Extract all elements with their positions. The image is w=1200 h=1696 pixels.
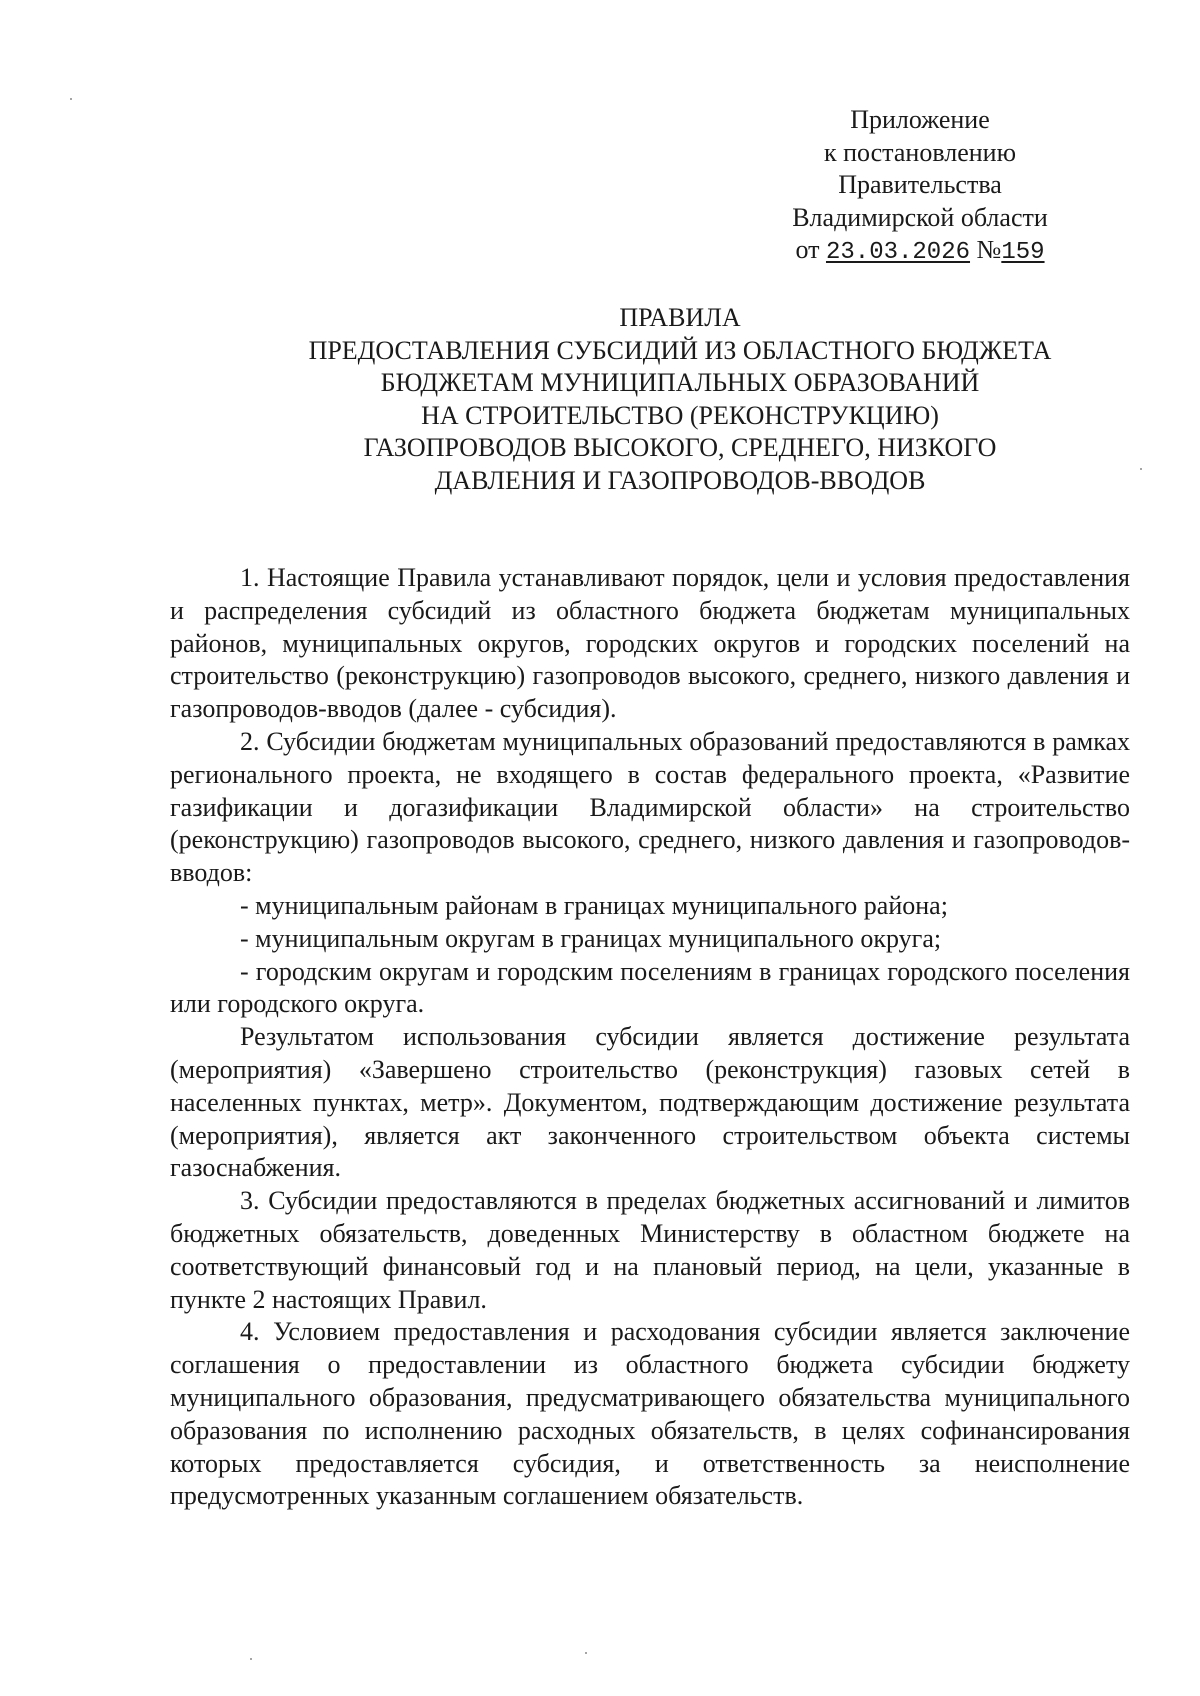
title-line-2: ПРЕДОСТАВЛЕНИЯ СУБСИДИЙ ИЗ ОБЛАСТНОГО БЮДЖЕТА [308, 335, 1052, 365]
number-sign: № [976, 235, 1002, 264]
appendix-header [760, 104, 1080, 270]
list-item-districts: - муниципальным районам в границах муниципального района; [240, 890, 948, 920]
paragraph-3: 3. Субсидии предоставляются в пределах бюджетных ассигнований и лимитов бюджетных обязательств, доведенных Министерству в областном бюджете на соответствующий финансовый год и на плановый период, на цели, указанные в пункте 2 настоящих Правил. [170, 1186, 1130, 1314]
appendix-title: Приложение [850, 105, 990, 134]
paragraph-1: 1. Настоящие Правила устанавливают порядок, цели и условия предоставления и распределения субсидий из областного бюджета бюджетам муниципальных районов, муниципальных округов, городских округов и городских поселений на строительство (реконструкцию) газопроводов высокого, среднего, низкого давления и газопроводов-вводов (далее - субсидия). [170, 563, 1130, 724]
document-body [170, 562, 1130, 1513]
appendix-line-government: Правительства [838, 170, 1002, 199]
title-line-3: БЮДЖЕТАМ МУНИЦИПАЛЬНЫХ ОБРАЗОВАНИЙ [380, 368, 980, 397]
appendix-date-line [760, 234, 1080, 270]
title-line-1: ПРАВИЛА [619, 303, 741, 332]
paragraph-2: 2. Субсидии бюджетам муниципальных образований предоставляются в рамках регионального проекта, не входящего в состав федерального проекта, «Развитие газификации и догазификации Владимирской области» на строительство (реконструкцию) газопроводов высокого, среднего, низкого давления и газопроводов-вводов: [170, 726, 1130, 888]
scan-speck [70, 98, 72, 100]
document-number: 159 [1001, 239, 1045, 266]
scan-speck [585, 1652, 587, 1654]
title-line-5: ГАЗОПРОВОДОВ ВЫСОКОГО, СРЕДНЕГО, НИЗКОГО [363, 433, 997, 462]
scan-speck [1140, 468, 1142, 470]
title-line-6: ДАВЛЕНИЯ И ГАЗОПРОВОДОВ-ВВОДОВ [434, 465, 926, 495]
appendix-line-region: Владимирской области [792, 202, 1048, 232]
appendix-line-resolution: к постановлению [823, 137, 1017, 167]
document-title [180, 302, 1180, 497]
list-item-urban: - городским округам и городским поселениям в границах городского поселения или городского округа. [170, 956, 1130, 1019]
title-line-4: НА СТРОИТЕЛЬСТВО (РЕКОНСТРУКЦИЮ) [421, 400, 939, 430]
date-prefix: от [795, 235, 820, 264]
list-item-okrugs: - муниципальным округам в границах муниципального округа; [240, 923, 942, 953]
document-date: 23.03.2026 [825, 239, 971, 266]
paragraph-4: 4. Условием предоставления и расходования субсидии является заключение соглашения о предоставлении из областного бюджета субсидии бюджету муниципального образования, предусматривающего обязательства муниципального образования по исполнению расходных обязательств, в целях софинансирования которых предоставляется субсидия, и ответственность за неисполнение предусмотренных указанным соглашением обязательств. [170, 1317, 1130, 1511]
paragraph-result: Результатом использования субсидии является достижение результата (мероприятия) «Завершено строительство (реконструкция) газовых сетей в населенных пунктах, метр». Документом, подтверждающим достижение результата (мероприятия), является акт законченного строительством объекта системы газоснабжения. [170, 1022, 1130, 1183]
scan-speck [250, 1658, 252, 1660]
